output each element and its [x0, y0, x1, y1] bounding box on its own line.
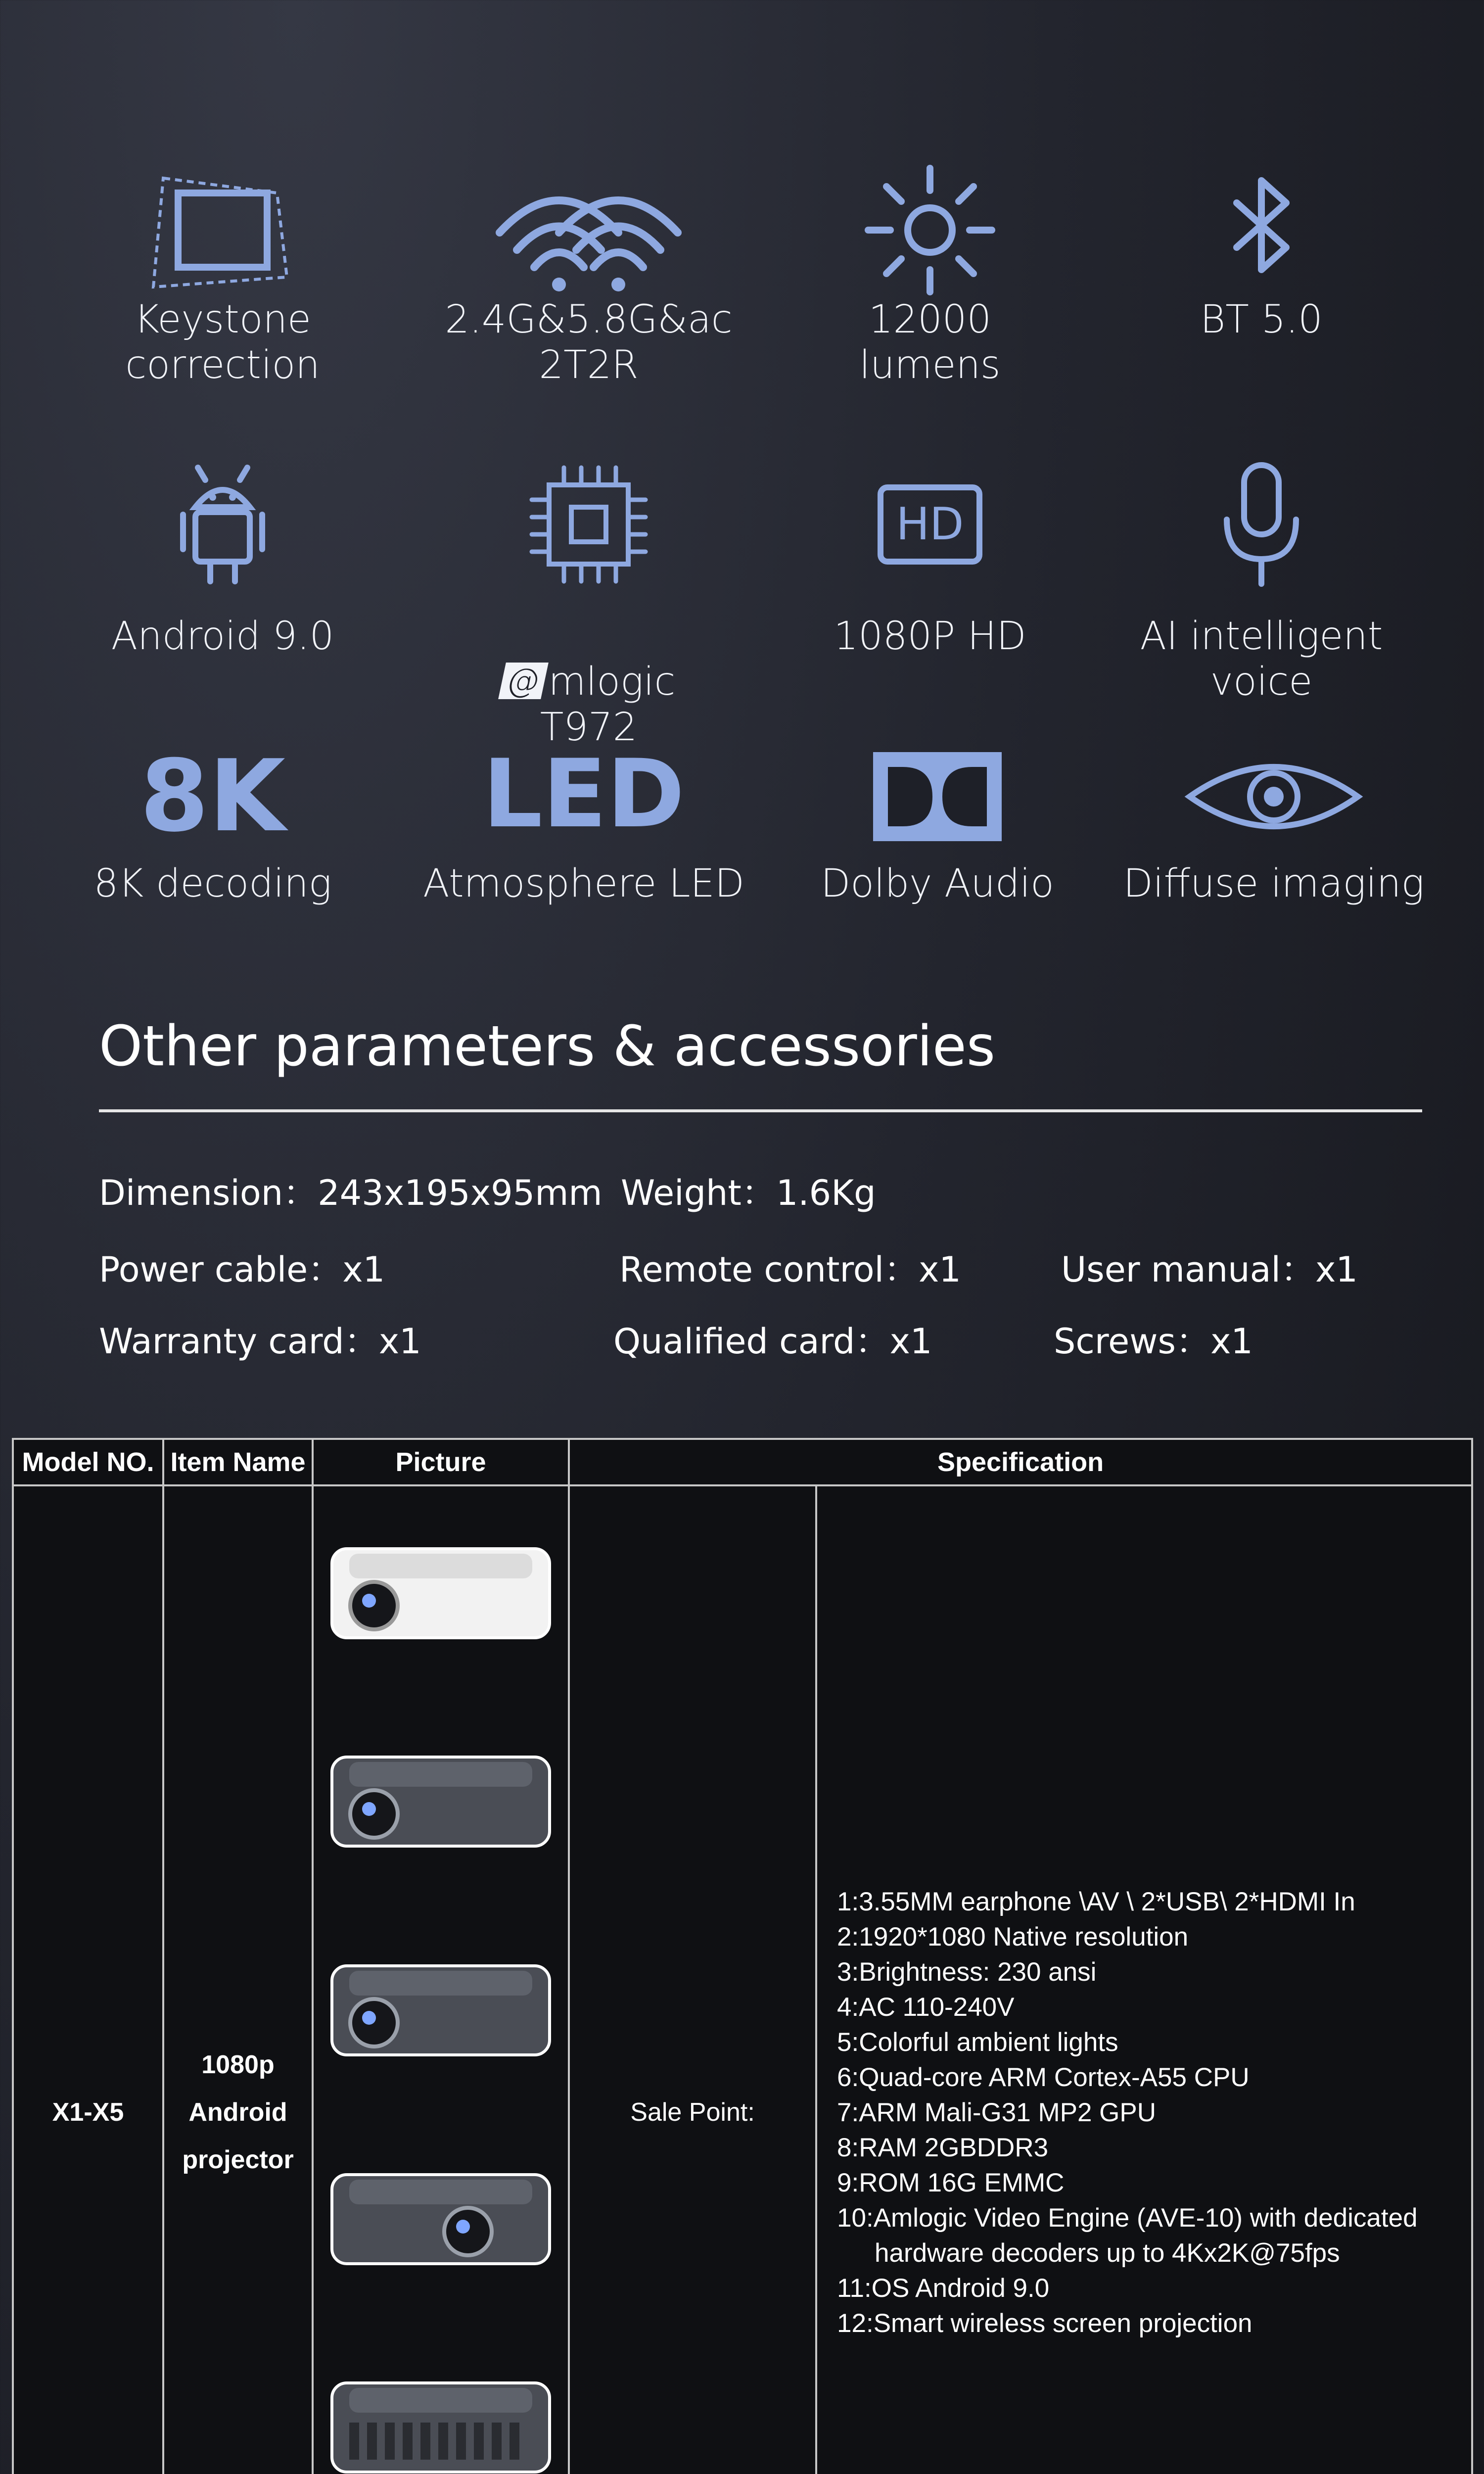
spec-table-container [12, 1438, 1471, 2474]
amlogic-badge: @ [498, 663, 549, 699]
param-remote: Remote control：x1 [619, 1249, 961, 1290]
section-title: Other parameters & accessories [99, 1014, 996, 1079]
feature-label: 1080P HD [834, 614, 1026, 659]
wifi-icon [485, 163, 693, 297]
android-icon [168, 460, 277, 589]
feature-dolby [764, 747, 1111, 906]
sale-point-item: 11:OS Android 9.0 [837, 2273, 1050, 2303]
param-screws: Screws：x1 [1054, 1321, 1253, 1362]
sale-point-item: 10:Amlogic Video Engine (AVE-10) with dedicated [837, 2203, 1418, 2233]
header-specification: Specification [569, 1439, 1472, 1485]
feature-label: 2.4G&5.8G&ac 2T2R [445, 297, 733, 387]
feature-bluetooth [1088, 163, 1435, 342]
microphone-icon [1207, 460, 1316, 589]
table-header-row [13, 1439, 1472, 1485]
sale-point-item: hardware decoders up to 4Kx2K@75fps [875, 2238, 1340, 2268]
hd-icon-text: HD [896, 498, 964, 550]
feature-voice [1088, 460, 1435, 705]
param-warranty: Warranty card：x1 [99, 1321, 421, 1362]
projector-back-ports [320, 2361, 562, 2474]
feature-keystone [49, 163, 396, 388]
table-row-sale-points [13, 1485, 1472, 2474]
feature-label: BT 5.0 [1200, 297, 1323, 342]
sale-point-label: Sale Point: [569, 1485, 816, 2474]
projector-black-angle [320, 2152, 562, 2281]
header-picture: Picture [313, 1439, 569, 1485]
feature-label: AI intelligent voice [1140, 614, 1383, 704]
feature-label-text: mlogic T972 [540, 660, 676, 750]
sale-point-item: 1:3.55MM earphone \AV \ 2*USB\ 2*HDMI In [837, 1887, 1355, 1916]
feature-label [416, 614, 762, 750]
sale-point-item: 9:ROM 16G EMMC [837, 2168, 1065, 2197]
feature-label: Atmosphere LED [423, 861, 744, 906]
feature-hd [757, 460, 1103, 659]
product-pictures [314, 1486, 568, 2474]
param-qualified: Qualified card：x1 [613, 1321, 932, 1362]
item-name: 1080p Android projector [163, 1485, 313, 2474]
sale-point-item: 12:Smart wireless screen projection [837, 2308, 1252, 2338]
sale-point-item: 3:Brightness: 230 ansi [837, 1957, 1097, 1987]
feature-label: 8K decoding [93, 861, 332, 906]
8k-icon: 8K [139, 739, 286, 854]
eye-icon [1180, 747, 1368, 846]
sale-point-item: 6:Quad-core ARM Cortex-A55 CPU [837, 2062, 1250, 2092]
sale-point-item: 4:AC 110-240V [837, 1992, 1015, 2022]
sale-point-item: 2:1920*1080 Native resolution [837, 1922, 1189, 1951]
feature-label: Keystone correction [125, 297, 320, 387]
dolby-icon [868, 747, 1007, 846]
projector-white-front [320, 1526, 562, 1655]
sale-point-item: 7:ARM Mali-G31 MP2 GPU [837, 2097, 1156, 2127]
spec-table [12, 1438, 1473, 2474]
feature-label: Dolby Audio [821, 861, 1054, 906]
feature-chip [416, 460, 762, 750]
header-item-name: Item Name [163, 1439, 313, 1485]
feature-lumens [757, 163, 1103, 388]
picture-cell [313, 1485, 569, 2474]
param-dimension: Dimension：243x195x95mm [99, 1173, 603, 1213]
param-power-cable: Power cable：x1 [99, 1249, 385, 1290]
feature-led [411, 739, 757, 906]
param-weight: Weight：1.6Kg [621, 1173, 876, 1213]
feature-8k [40, 739, 386, 906]
feature-wifi [416, 163, 762, 388]
bluetooth-icon [1212, 163, 1311, 297]
feature-diffuse [1101, 747, 1447, 906]
feature-grid [0, 0, 1484, 970]
model-number: X1-X5 [13, 1485, 163, 2474]
hd-icon [866, 460, 994, 589]
header-model: Model NO. [13, 1439, 163, 1485]
projector-black-top [320, 1735, 562, 1863]
projector-black-front [320, 1944, 562, 2072]
feature-label: Diffuse imaging [1123, 861, 1425, 906]
sale-points-list [816, 1485, 1472, 2474]
chip-icon [524, 460, 653, 589]
sale-point-item: 5:Colorful ambient lights [837, 2027, 1118, 2057]
param-user-manual: User manual：x1 [1061, 1249, 1358, 1290]
sale-points [837, 1874, 1466, 2351]
sun-icon [861, 163, 999, 297]
feature-android [49, 460, 396, 659]
section-divider [99, 1109, 1422, 1112]
keystone-icon [143, 163, 302, 297]
led-icon: LED [482, 739, 685, 849]
feature-label: 12000 lumens [859, 297, 1001, 387]
feature-label: Android 9.0 [111, 614, 334, 659]
sale-point-item: 8:RAM 2GBDDR3 [837, 2133, 1049, 2162]
